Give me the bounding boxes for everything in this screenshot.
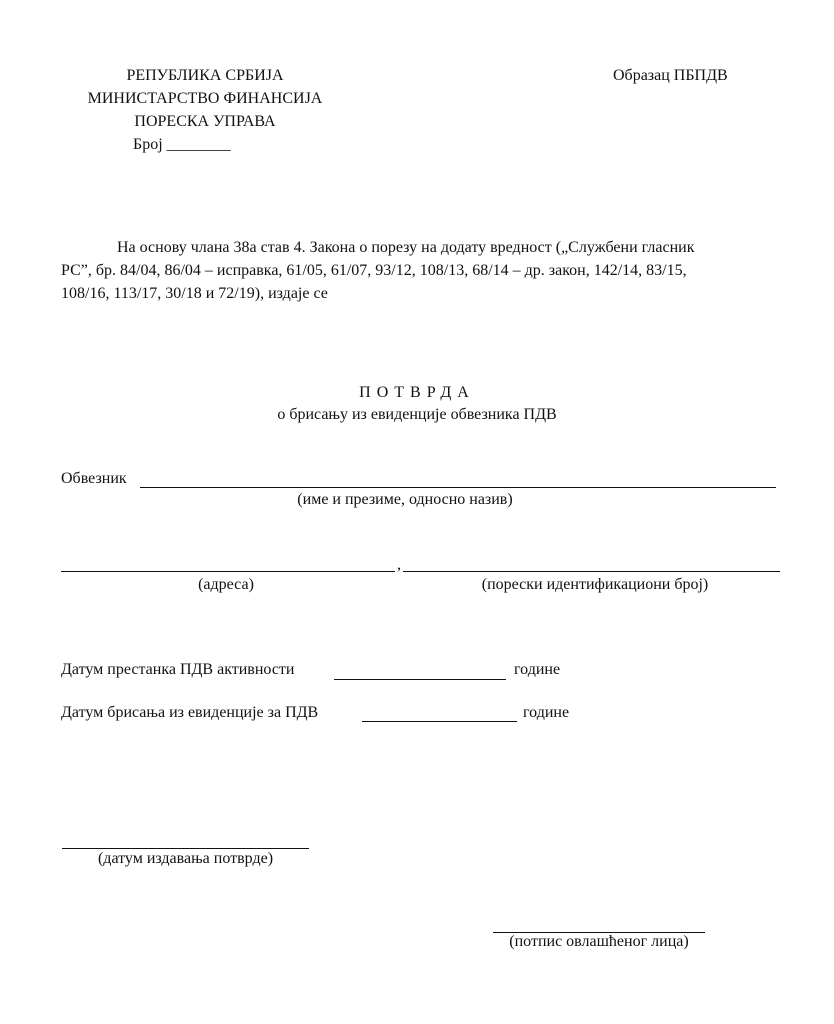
legal-basis-line: На основу члана 38а став 4. Закона о порезу на додату вредност („Службени гласник — [117, 239, 695, 256]
document-subtitle: о брисању из евиденције обвезника ПДВ — [277, 406, 557, 423]
legal-basis-line: РС”, бр. 84/04, 86/04 – исправка, 61/05, 61/07, 93/12, 108/13, 68/14 – др. закон, 142/14, 83/15, — [61, 262, 687, 279]
taxpayer-caption: (име и презиме, односно назив) — [297, 491, 513, 508]
signature-caption: (потпис овлашћеног лица) — [509, 933, 689, 950]
cease-date-suffix: године — [514, 661, 561, 678]
legal-basis-line: 108/16, 113/17, 30/18 и 72/19), издаје се — [61, 285, 328, 302]
deletion-date-suffix: године — [523, 704, 570, 721]
issue-date-field[interactable] — [62, 848, 309, 849]
tin-caption: (порески идентификациони број) — [481, 576, 709, 593]
republic-heading: РЕПУБЛИКА СРБИЈА — [126, 67, 284, 84]
cease-date-field[interactable] — [334, 679, 506, 680]
address-field[interactable] — [61, 571, 395, 572]
issue-date-caption: (датум издавања потврде) — [97, 850, 274, 867]
cease-date-label: Датум престанка ПДВ активности — [61, 661, 295, 678]
form-code: Образац ПБПДВ — [613, 67, 728, 84]
legal-basis-paragraph — [61, 236, 781, 305]
deletion-date-field[interactable] — [362, 721, 517, 722]
document-number: Број ________ — [133, 136, 231, 153]
deletion-date-label: Датум брисања из евиденције за ПДВ — [61, 704, 319, 721]
tin-field[interactable] — [403, 571, 780, 572]
ministry-heading: МИНИСТАРСТВО ФИНАНСИЈА — [87, 90, 323, 107]
taxpayer-name-field[interactable] — [140, 487, 776, 488]
address-caption: (адреса) — [198, 576, 254, 593]
tax-administration-heading: ПОРЕСКА УПРАВА — [134, 113, 276, 130]
taxpayer-label: Обвезник — [61, 470, 127, 487]
field-separator: , — [397, 556, 401, 573]
document-title: ПОТВРДА — [359, 384, 475, 401]
